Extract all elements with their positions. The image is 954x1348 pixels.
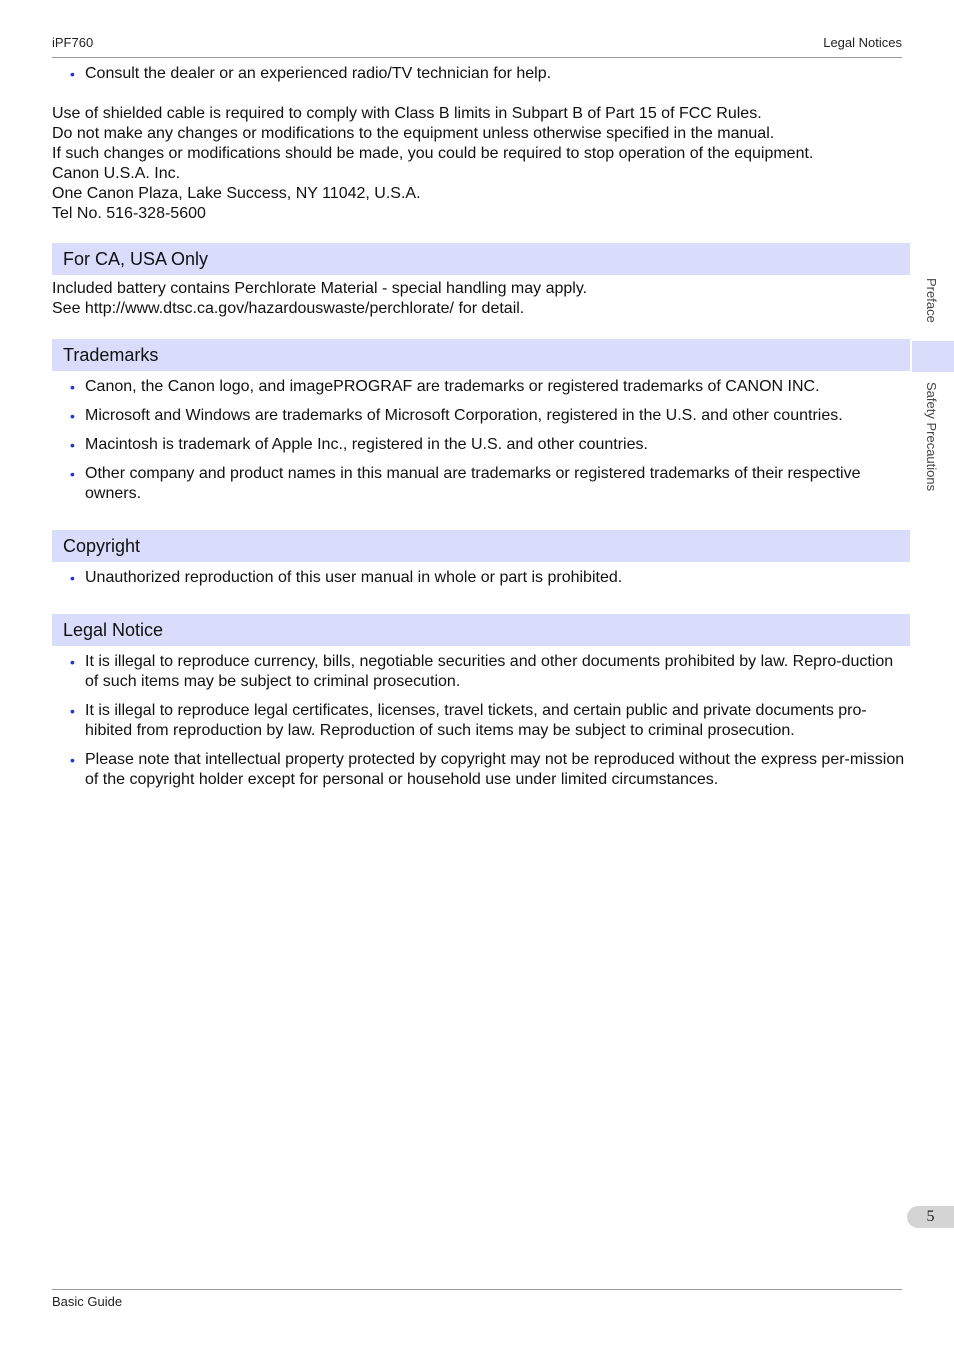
section-heading-trademarks: Trademarks bbox=[52, 339, 910, 371]
chapter-title: Legal Notices bbox=[823, 35, 902, 50]
section-heading-copyright: Copyright bbox=[52, 530, 910, 562]
company-address: One Canon Plaza, Lake Success, NY 11042, U.S.A. bbox=[52, 185, 421, 202]
list-item: • Canon, the Canon logo, and imagePROGRAF are trademarks or registered trademarks of CANON INC. bbox=[52, 377, 905, 397]
ca-line: See http://www.dtsc.ca.gov/hazardouswaste/perchlorate/ for detail. bbox=[52, 300, 525, 317]
list-item: • Unauthorized reproduction of this user manual in whole or part is prohibited. bbox=[52, 568, 905, 588]
company-phone: Tel No. 516-328-5600 bbox=[52, 205, 206, 222]
side-tab-preface[interactable]: Preface bbox=[924, 278, 939, 323]
side-tab-safety-precautions[interactable]: Safety Precautions bbox=[924, 382, 939, 492]
list-item: • It is illegal to reproduce currency, bills, negotiable securities and other documents prohibited by law. Repro-duction of such items may be subject to criminal prosecution. bbox=[52, 652, 905, 692]
product-name: iPF760 bbox=[52, 35, 94, 50]
section-heading-ca: For CA, USA Only bbox=[52, 243, 910, 275]
fcc-line: If such changes or modifications should be made, you could be required to stop operation of the equipment. bbox=[52, 145, 814, 162]
list-item: • It is illegal to reproduce legal certificates, licenses, travel tickets, and certain public and private documents pro-hibited from reproduction by law. Reproduction of such items may be subject to criminal prosecution. bbox=[52, 701, 905, 741]
fcc-line: Do not make any changes or modifications to the equipment unless otherwise specified in the manual. bbox=[52, 125, 775, 142]
list-item: • Please note that intellectual property protected by copyright may not be reproduced without the express per-mission of the copyright holder except for personal or household use under limited circumstances. bbox=[52, 750, 905, 790]
company-name: Canon U.S.A. Inc. bbox=[52, 165, 181, 182]
list-item: • Macintosh is trademark of Apple Inc., registered in the U.S. and other countries. bbox=[52, 435, 905, 455]
trademarks-list bbox=[52, 377, 910, 504]
list-item: • Other company and product names in this manual are trademarks or registered trademarks of their respective owners. bbox=[52, 464, 905, 504]
page-footer bbox=[52, 1289, 902, 1314]
section-heading-legal-notice: Legal Notice bbox=[52, 614, 910, 646]
page-number: 5 bbox=[907, 1206, 954, 1228]
fcc-line: Use of shielded cable is required to comply with Class B limits in Subpart B of Part 15 of FCC Rules. bbox=[52, 105, 762, 122]
list-item: • Consult the dealer or an experienced radio/TV technician for help. bbox=[52, 64, 905, 84]
copyright-list bbox=[52, 568, 910, 588]
intro-list bbox=[52, 64, 910, 84]
side-tabs bbox=[912, 240, 954, 540]
legal-notice-list bbox=[52, 652, 910, 790]
list-item: • Microsoft and Windows are trademarks of Microsoft Corporation, registered in the U.S. and other countries. bbox=[52, 406, 905, 426]
page-header bbox=[52, 34, 902, 58]
footer-text: Basic Guide bbox=[52, 1294, 123, 1309]
side-tab-marker bbox=[912, 341, 954, 372]
ca-line: Included battery contains Perchlorate Material - special handling may apply. bbox=[52, 280, 588, 297]
page-content bbox=[52, 64, 910, 799]
